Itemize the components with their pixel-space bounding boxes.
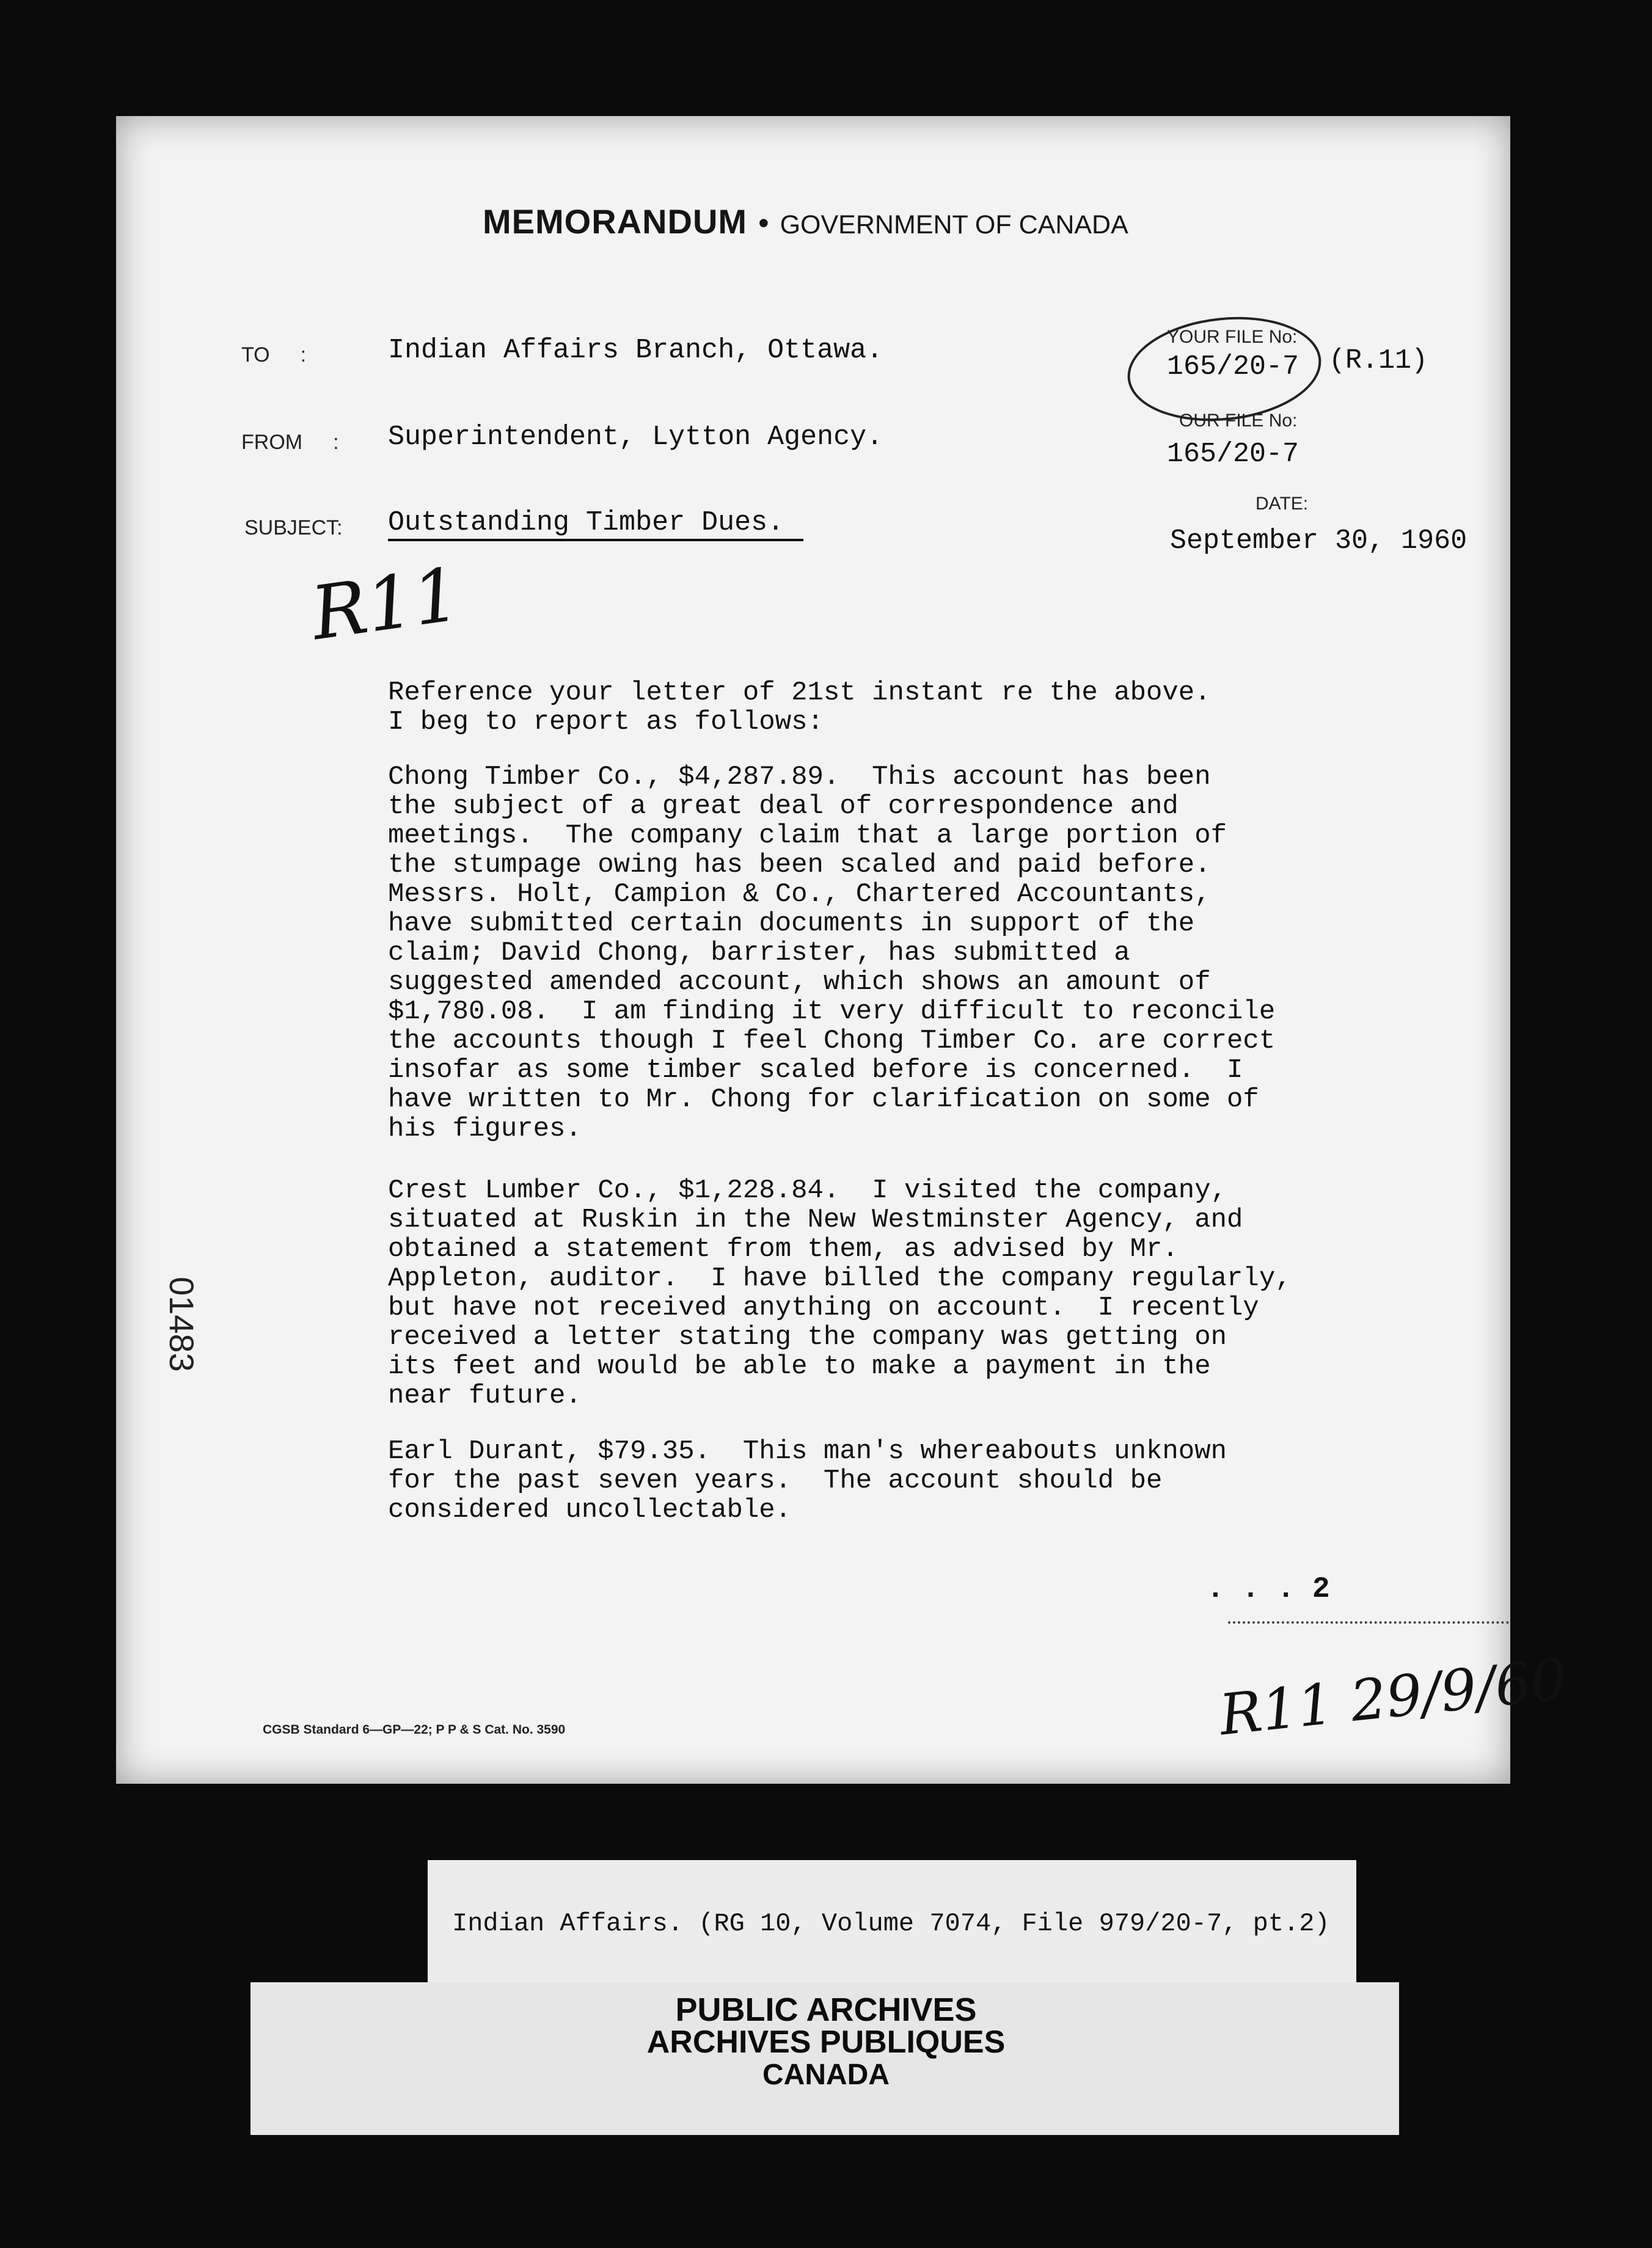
to-colon: :	[300, 343, 307, 367]
from-value: Superintendent, Lytton Agency.	[388, 422, 883, 453]
your-file-label: YOUR FILE No:	[1167, 327, 1298, 347]
memo-intro: Reference your letter of 21st instant re the above. I beg to report as follows:	[388, 677, 1211, 737]
from-label-text: FROM	[241, 431, 303, 454]
date-value: September 30, 1960	[1170, 525, 1467, 557]
date-label: DATE:	[1255, 494, 1309, 514]
organization-name: GOVERNMENT OF CANADA	[780, 210, 1128, 239]
stamp-line-3: CANADA	[762, 2059, 890, 2091]
form-standard-note: CGSB Standard 6—GP—22; P P & S Cat. No. 3590	[263, 1723, 566, 1737]
heading-separator: •	[758, 206, 769, 240]
your-file-extra: (R.11)	[1329, 345, 1428, 376]
to-value: Indian Affairs Branch, Ottawa.	[388, 335, 883, 366]
memo-page	[116, 116, 1570, 1784]
from-label	[241, 431, 339, 454]
memo-title: MEMORANDUM	[483, 202, 748, 241]
handwritten-mark: R11	[306, 552, 466, 657]
stamp-line-1: PUBLIC ARCHIVES	[675, 1991, 977, 2028]
handwritten-signature: R11 29/9/60	[1216, 1646, 1570, 1748]
subject-underline	[388, 539, 803, 541]
dotted-rule	[1228, 1613, 1509, 1624]
your-file-value: 165/20-7	[1167, 351, 1299, 382]
to-label	[241, 343, 306, 367]
from-colon: :	[333, 431, 339, 454]
our-file-value: 165/20-7	[1167, 439, 1299, 470]
page-continuation: . . . 2	[1207, 1573, 1330, 1606]
stamp-line-2: ARCHIVES PUBLIQUES	[646, 2024, 1006, 2060]
memo-paragraph-durant: Earl Durant, $79.35. This man's whereabouts unknown for the past seven years. The account should be considered uncollectable.	[388, 1436, 1227, 1525]
archive-reference: Indian Affairs. (RG 10, Volume 7074, File 979/20-7, pt.2)	[452, 1909, 1330, 1938]
to-label-text: TO	[241, 343, 270, 367]
memo-heading	[483, 202, 1128, 241]
memo-paragraph-chong: Chong Timber Co., $4,287.89. This account has been the subject of a great deal of correspondence and meetings. The company claim that a large portion of the stumpage owing has been scaled and paid before. Messrs. Holt, Campion & Co., Chartered Accountants, have submitted certain documents in support of the claim; David Chong, barrister, has submitted a suggested amended account, which shows an amount of $1,780.08. I am finding it very difficult to reconcile the accounts though I feel Chong Timber Co. are correct insofar as some timber scaled before is concerned. I have written to Mr. Chong for clarification on some of his figures.	[388, 762, 1276, 1144]
our-file-label: OUR FILE No:	[1179, 411, 1298, 431]
memo-paragraph-crest: Crest Lumber Co., $1,228.84. I visited the company, situated at Ruskin in the New Westminster Agency, and obtained a statement from them, as advised by Mr. Appleton, auditor. I have billed the company regularly, but have not received anything on account. I recently received a letter stating the company was getting on its feet and would be able to make a payment in the near future.	[388, 1175, 1292, 1411]
subject-value: Outstanding Timber Dues.	[388, 507, 784, 538]
side-reference-number: 01483	[163, 1277, 201, 1372]
subject-label: SUBJECT:	[244, 516, 343, 539]
